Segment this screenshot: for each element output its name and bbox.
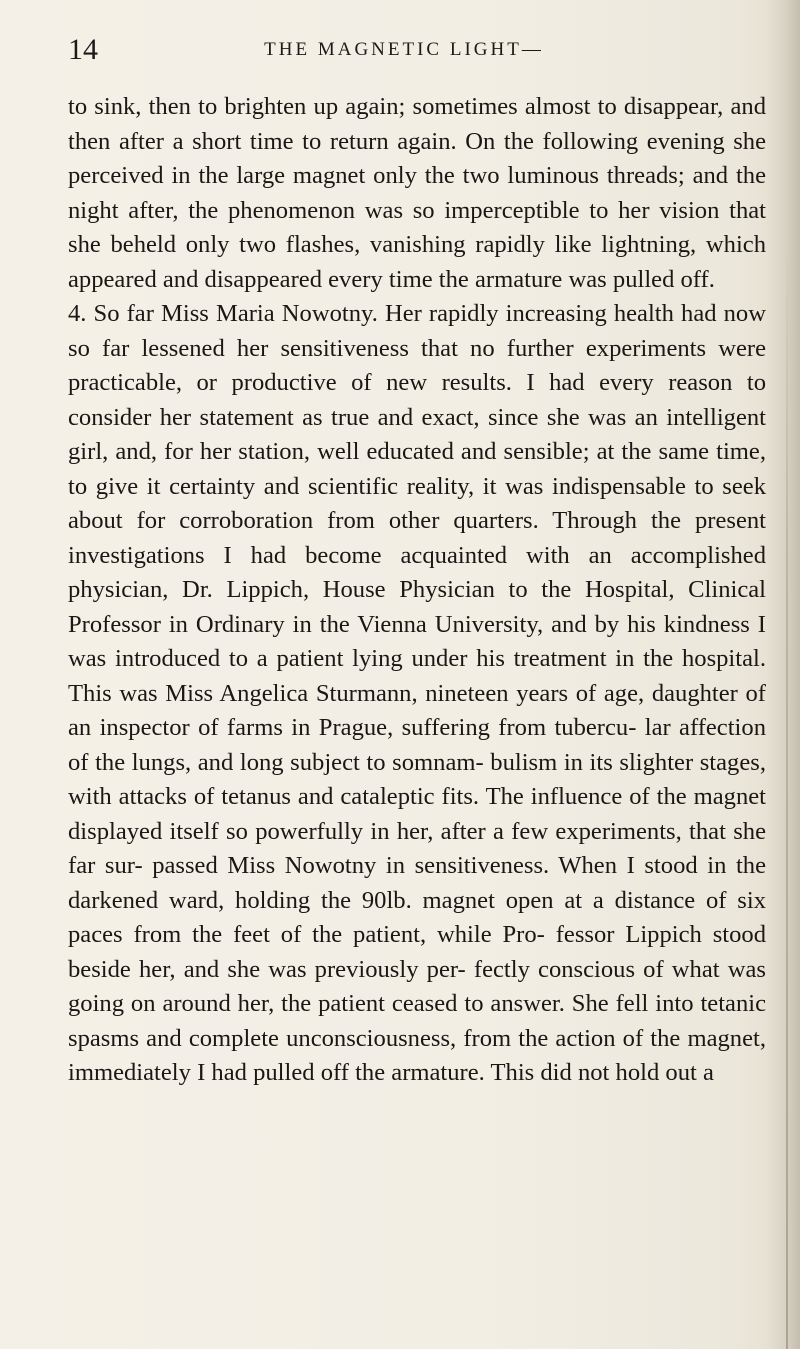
running-title: THE MAGNETIC LIGHT— bbox=[264, 39, 544, 60]
body-text bbox=[68, 90, 766, 1091]
running-head bbox=[68, 30, 740, 70]
page-edge-line bbox=[786, 250, 788, 1349]
paragraph-continuation: to sink, then to brighten up again; sometimes almost to disappear, and then after a short time to return again. On the following evening she perceived in the large magnet only the two luminous threads; and the night after, the phenomenon was so imperceptible to her vision that she beheld only two flashes, vanishing rapidly like lightning, which appeared and disappeared every time the armature was pulled off. bbox=[68, 93, 766, 293]
paragraph-section-4: 4. So far Miss Maria Nowotny. Her rapidly increasing health had now so far lessened her sensitiveness that no further experiments were practicable, or productive of new results. I had every reason to consider her statement as true and exact, since she was an intelligent girl, and, for her station, well educated and sensible; at the same time, to give it certainty and scientific reality, it was indispensable to seek about for corroboration from other quarters. Through the present investigations I had become acquainted with an accomplished physician, Dr. Lippich, House Physician to the Hospital, Clinical Professor in Ordinary in the Vienna University, and by his kindness I was introduced to a patient lying under his treatment in the hospital. This was Miss Angelica Sturmann, nineteen years of age, daughter of an inspector of farms in Prague, suffering from tubercu- lar affection of the lungs, and long subject to somnam- bulism in its slighter stages, with attacks of tetanus and cataleptic fits. The influence of the magnet displayed itself so powerfully in her, after a few experiments, that she far sur- passed Miss Nowotny in sensitiveness. When I stood in the darkened ward, holding the 90lb. magnet open at a distance of six paces from the feet of the patient, while Pro- fessor Lippich stood beside her, and she was previously per- fectly conscious of what was going on around her, the patient ceased to answer. She fell into tetanic spasms and complete unconsciousness, from the action of the magnet, immediately I had pulled off the armature. This did not hold out a bbox=[68, 300, 766, 1086]
page-edge-shadow bbox=[766, 0, 800, 1349]
page-number: 14 bbox=[68, 33, 98, 66]
